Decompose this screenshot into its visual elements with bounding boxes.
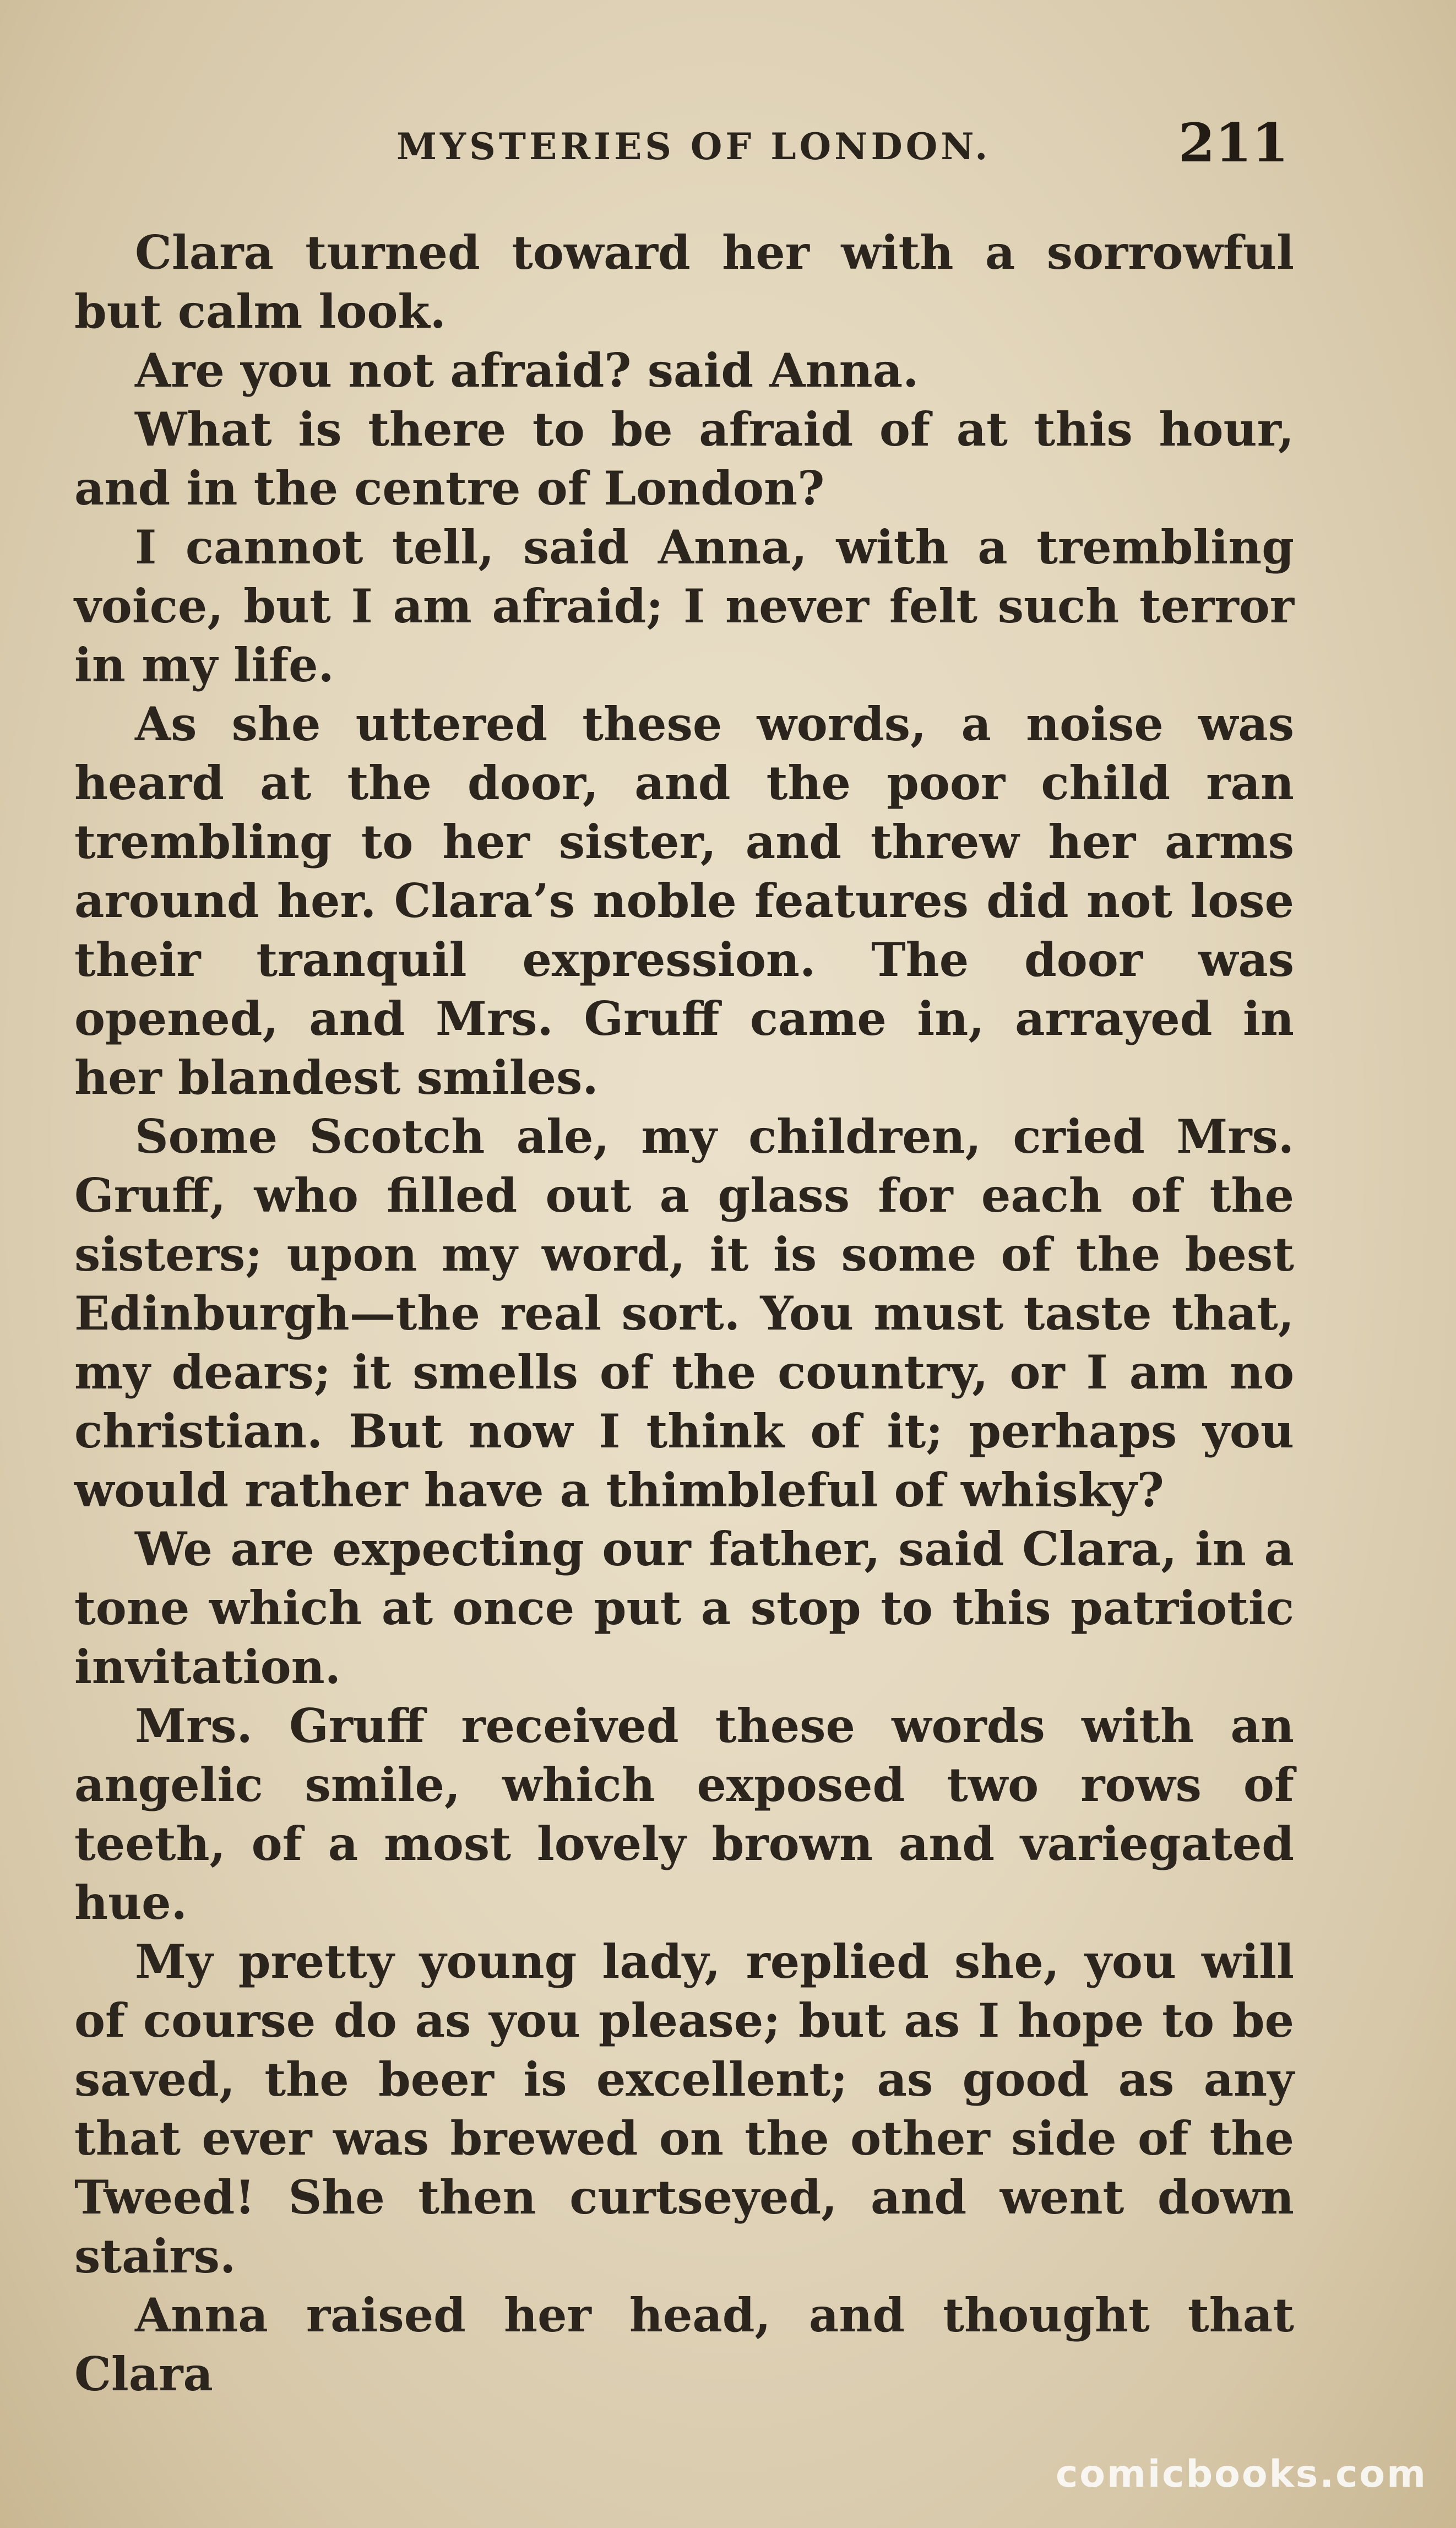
watermark: comicbooks.com: [1055, 2453, 1427, 2496]
running-title: MYSTERIES OF LONDON.: [396, 125, 991, 168]
page-header: [396, 112, 1300, 185]
paragraph: Anna raised her head, and thought that Clara: [74, 2288, 1294, 2401]
paragraph: What is there to be afraid of at this hour, and in the centre of London?: [74, 402, 1294, 516]
paragraph: As she uttered these words, a noise was heard at the door, and the poor child ran trembling to her sister, and threw her arms around her. Clara’s noble features did not lose their tranquil expression. The door was opened, and Mrs. Gruff came in, arrayed in her blandest smiles.: [74, 697, 1294, 1105]
body-text: [74, 223, 1294, 2404]
paragraph: Clara turned toward her with a sorrowful but calm look.: [74, 225, 1294, 339]
paragraph: Some Scotch ale, my children, cried Mrs. Gruff, who filled out a glass for each of the sisters; upon my word, it is some of the best Edinburgh—the real sort. You must taste that, my dears; it smells of the country, or I am no christian. But now I think of it; perhaps you would rather have a thimbleful of whisky?: [74, 1109, 1294, 1517]
paragraph: We are expecting our father, said Clara, in a tone which at once put a stop to this patriotic invitation.: [74, 1522, 1294, 1694]
page-number: 211: [1178, 112, 1289, 174]
paragraph: I cannot tell, said Anna, with a trembling voice, but I am afraid; I never felt such terror in my life.: [74, 520, 1294, 692]
paragraph: Mrs. Gruff received these words with an angelic smile, which exposed two rows of teeth, of a most lovely brown and variegated hue.: [74, 1699, 1294, 1930]
paragraph: My pretty young lady, replied she, you will of course do as you please; but as I hope to be saved, the beer is excellent; as good as any that ever was brewed on the other side of the Tweed! She then curtseyed, and went down stairs.: [74, 1934, 1294, 2283]
paragraph: Are you not afraid? said Anna.: [135, 343, 919, 398]
